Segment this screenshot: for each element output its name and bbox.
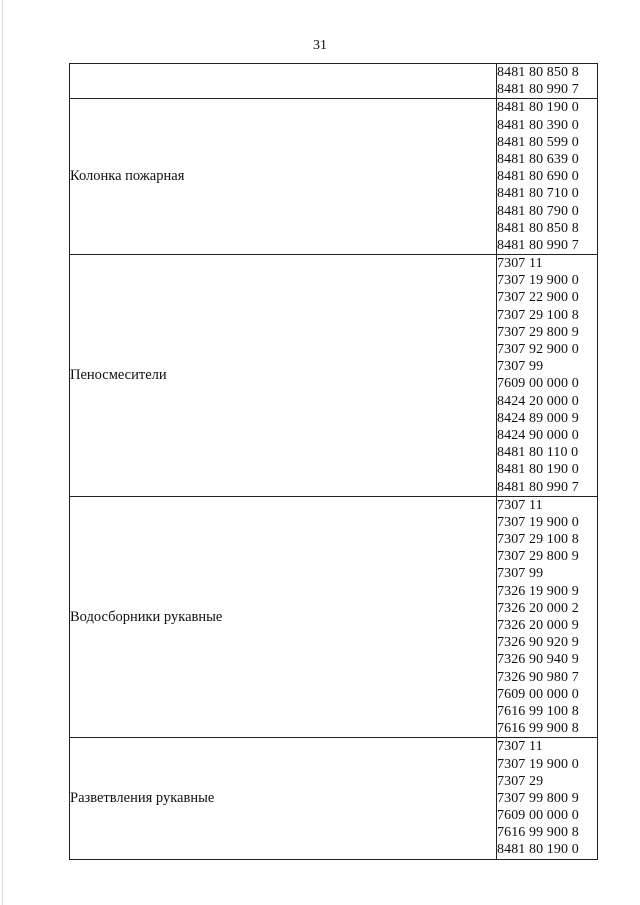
tnved-code: 7326 19 900 9 xyxy=(497,583,579,599)
table-row xyxy=(70,255,598,497)
product-name-cell: Водосборники рукавные xyxy=(70,496,497,738)
product-name-cell xyxy=(70,64,497,99)
tnved-code: 7307 99 xyxy=(497,359,544,375)
tnved-code: 8481 80 710 0 xyxy=(497,186,579,202)
tnved-code: 7307 92 900 0 xyxy=(497,342,579,357)
tnved-code: 8481 80 639 0 xyxy=(497,151,579,167)
table-row xyxy=(70,738,598,859)
tnved-code: 7326 20 000 9 xyxy=(497,618,579,633)
tnved-code: 7307 29 800 9 xyxy=(497,324,579,340)
tnved-code: 7609 00 000 0 xyxy=(497,376,579,392)
tnved-code: 7307 11 xyxy=(497,256,543,272)
tnved-code: 8424 89 000 9 xyxy=(497,410,579,426)
page-number: 31 xyxy=(313,38,327,53)
tnved-code: 8481 80 990 7 xyxy=(497,82,579,98)
table-row xyxy=(70,99,598,255)
tnved-code: 8481 80 190 0 xyxy=(497,100,579,116)
tnved-code: 7307 19 900 0 xyxy=(497,273,579,289)
tnved-code: 8481 80 690 0 xyxy=(497,169,579,185)
table-row xyxy=(70,64,598,99)
tnved-code: 7616 99 900 8 xyxy=(497,721,579,737)
tnved-code: 8424 90 000 0 xyxy=(497,427,579,443)
tnved-codes-cell xyxy=(497,255,598,497)
table-body xyxy=(70,64,598,860)
tnved-code: 7307 29 100 8 xyxy=(497,532,579,548)
tnved-codes-cell xyxy=(497,99,598,255)
tnved-code: 7307 22 900 0 xyxy=(497,290,579,306)
tnved-code: 7326 90 940 9 xyxy=(497,652,579,668)
tnved-code: 8481 80 990 7 xyxy=(497,479,579,495)
tnved-code: 8481 80 110 0 xyxy=(497,445,579,461)
tnved-codes-cell xyxy=(497,496,598,738)
tnved-code: 7307 11 xyxy=(497,739,543,755)
tnved-codes-cell xyxy=(497,738,598,859)
tnved-code: 7307 11 xyxy=(497,497,543,513)
tnved-code: 7326 20 000 2 xyxy=(497,600,579,616)
codes-table xyxy=(69,63,598,860)
tnved-code: 8481 80 790 0 xyxy=(497,203,579,219)
tnved-code: 8481 80 850 8 xyxy=(497,65,579,80)
tnved-code: 8481 80 599 0 xyxy=(497,134,579,150)
tnved-code: 7326 90 920 9 xyxy=(497,635,579,651)
tnved-code: 7307 19 900 0 xyxy=(497,756,579,772)
tnved-code: 8424 20 000 0 xyxy=(497,393,579,409)
scan-edge xyxy=(2,0,3,905)
tnved-code: 8481 80 390 0 xyxy=(497,117,579,133)
tnved-code: 8481 80 990 7 xyxy=(497,237,579,253)
tnved-codes-cell xyxy=(497,64,598,99)
product-name-cell: Колонка пожарная xyxy=(70,99,497,255)
tnved-code: 8481 80 190 0 xyxy=(497,462,579,478)
tnved-code: 7307 19 900 0 xyxy=(497,514,579,530)
tnved-code: 8481 80 850 8 xyxy=(497,220,579,236)
tnved-code: 7307 99 800 9 xyxy=(497,790,579,806)
tnved-code: 7307 29 800 9 xyxy=(497,549,579,565)
product-name-cell: Разветвления рукавные xyxy=(70,738,497,859)
tnved-code: 7616 99 100 8 xyxy=(497,703,579,719)
tnved-code: 8481 80 190 0 xyxy=(497,842,579,858)
tnved-code: 7609 00 000 0 xyxy=(497,686,579,702)
tnved-code: 7326 90 980 7 xyxy=(497,669,579,685)
table-row xyxy=(70,496,598,738)
product-name-cell: Пеносмесители xyxy=(70,255,497,497)
tnved-code: 7307 29 100 8 xyxy=(497,307,579,323)
tnved-code: 7307 29 xyxy=(497,773,544,789)
tnved-code: 7609 00 000 0 xyxy=(497,808,579,824)
tnved-code: 7307 99 xyxy=(497,566,544,582)
tnved-code: 7616 99 900 8 xyxy=(497,825,579,841)
